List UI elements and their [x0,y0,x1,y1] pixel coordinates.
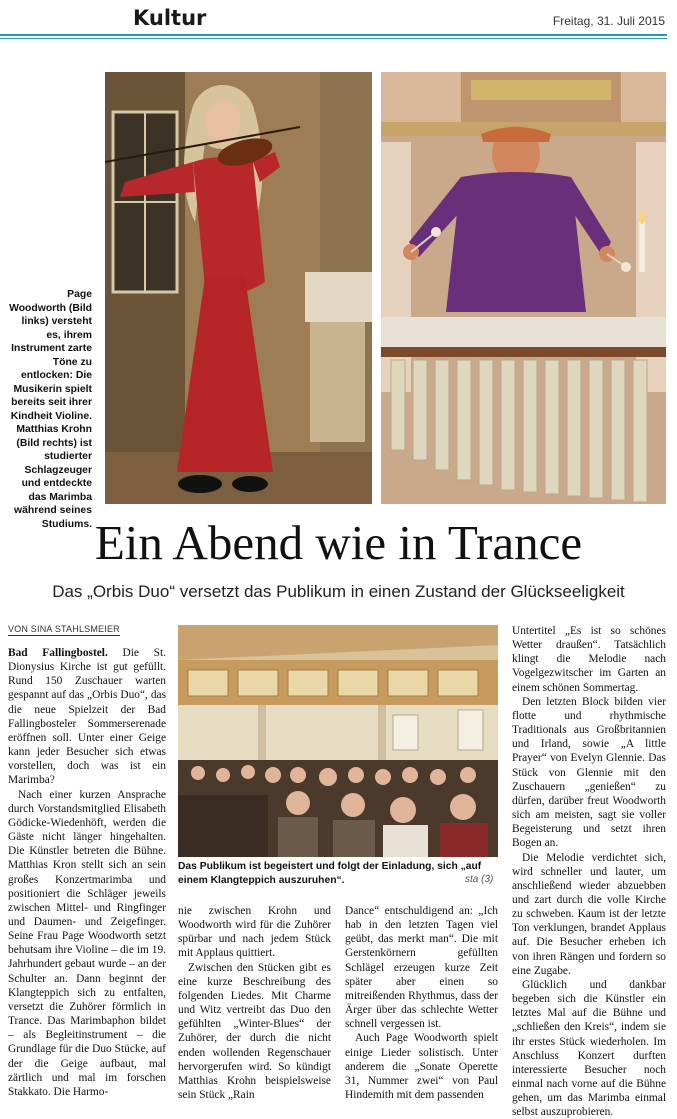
article-paragraph: Die Melodie verdichtet sich, wird schneller und lauter, um anschließend wieder abzuebben und zart durch die volle Kirche zu schweben. Kaum ist der letzte Ton verklungen, brandet Applaus auf. Die Besucher erheben ich von ihren Rängen und fordern so eine Zugabe. [512,851,666,977]
section-title: Kultur [133,6,207,30]
article-column-4 [512,624,666,1119]
violinist-illustration [105,72,372,504]
header-rule [0,34,667,36]
article-column-1 [8,646,166,1099]
article-paragraph: Dance“ entschuldigend an: „Ich hab in den letzten Tagen viel geübt, das merkt man“. Die mit Gerstenkörnern gefüllten Schlägel erzeugen kurze Zeit später aber einen so mitreißenden Rhythmus, dass der Ärger über das schlechte Wetter schnell vergessen ist. [345,905,498,1031]
dateline: Bad Fallingbostel. [8,647,108,659]
article-byline: VON SINA STAHLSMEIER [8,624,120,634]
paragraph-text: Die St. Dionysius Kirche ist gut gefüllt. Rund 150 Zuschauer warten gespannt auf das „Orbis Duo“, das die neue Spielzeit der Bad Fallingbosteler Sommerserenade eröffnen soll. Unter einer Geige kann jeder Besucher sich etwas vorstellen, doch was ist ein Marimba? [8,647,166,787]
header-rule-thin [0,38,667,39]
photo-violinist [105,72,372,504]
article-column-2 [178,904,331,1102]
article-column-3 [345,904,498,1102]
article-paragraph: Glücklich und dankbar begeben sich die Künstler ein letztes Mal auf die Bühne und „schließen den Kreis“, indem sie ihr erstes Stück wiederholen. Im Anschluss Konzert durften interessierte Besucher noch einmal nach vorne auf die Bühne gehen, um das Marimba einmal selbst auszuprobieren. [512,978,666,1119]
article-paragraph: Den letzten Block bilden vier flotte und rhythmische Traditionals aus Großbritannien und Irland, sowie „A little Prayer“ von Evelyn Glennie. Das Stück von Glennie mit den Zuschauern „genießen“ zu dürfen, darüber freut Woodworth sich am meisten, sagt sie voller Begeisterung und setzt ihren Bogen an. [512,695,666,850]
photo-credit: sta (3) [465,874,494,885]
marimba-illustration [381,72,666,504]
photo-marimba-player [381,72,666,504]
photo-caption: Das Publikum ist begeistert und folgt der Einladung, sich „auf einem Klangteppich auszuruhen“. [178,861,482,886]
article-paragraph: Auch Page Woodworth spielt einige Lieder solistisch. Unter anderem die „Sonate Operette 31, Nummer zwei“ von Paul Hindemith mit dem passenden [345,1032,498,1102]
audience-illustration [178,625,498,857]
photo-church-audience [178,625,498,857]
issue-date: Freitag, 31. Juli 2015 [552,14,665,28]
article-paragraph [8,646,166,788]
article-paragraph: Zwischen den Stücken gibt es eine kurze Beschreibung des folgenden Liedes. Mit Charme und Witz vertreibt das Duo den gefühlten „Winter-Blues“ der Zuhörer, der durch die nicht enden wollenden Regenschauer hervorgerufen wird. So kündigt Matthias Krohn beispielsweise sein Stück „Rain [178,961,331,1102]
article-paragraph: nie zwischen Krohn und Woodworth wird für die Zuhörer spürbar und nach jedem Stück mit Applaus quittiert. [178,905,331,960]
side-photo-caption: Page Woodworth (Bild links) versteht es, ihrem Instrument zarte Töne zu entlocken: Die Musikerin spielt bereits seit ihrer Kindheit Violine. Matthias Krohn (Bild rechts) ist studierter Schlagzeuger und entdeckte das Marimba während seines Studiums. [9,289,92,530]
article-paragraph: Nach einer kurzen Ansprache durch Vorstandsmitglied Elisabeth Gödicke-Wiedenhöft, werden die Gäste nicht länger hingehalten. Die Künstler betreten die Bühne. Matthias Kron stellt sich an sein großes Konzertmarimba und positioniert die Schläger jeweils zwischen Mittel- und Ringfinger und Daumen- und Zeigefinger. Seine Frau Page Woodworth setzt behutsam ihre Violine – die im 19. Jahrhundert gebaut wurde – an der Schulter an. Dann beginnt der Klangteppich sich zu entfalten, versetzt die Zuhörer förmlich in Trance. Das Marimbaphon bildet – als Begleitinstrument – die Grundlage für die Duo Stücke, auf der die Geige aufbaut, mal zärtlich und mal im forschen Stakkato. Die Harmo- [8,788,166,1098]
article-subheadline: Das „Orbis Duo“ versetzt das Publikum in einen Zustand der Glückseeligkeit [52,582,625,601]
article-paragraph: Untertitel „Es ist so schönes Wetter draußen“. Tatsächlich klingt die Melodie nach Vogelgezwitscher im Garten an einem schönen Sommertag. [512,625,666,694]
article-headline: Ein Abend wie in Trance [94,515,583,570]
